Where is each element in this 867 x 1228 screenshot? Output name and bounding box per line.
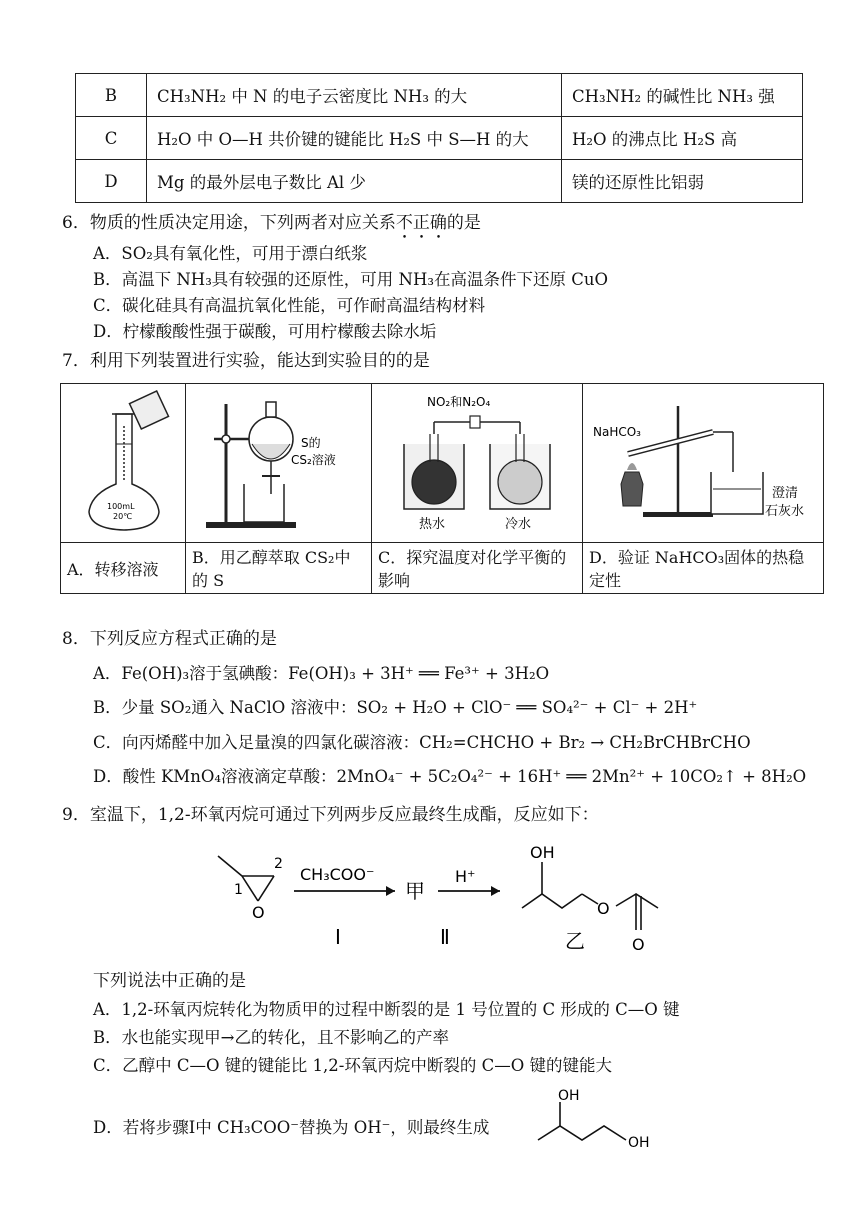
q8-option-c: C．向丙烯醛中加入足量溴的四氯化碳溶液：CH₂=CHCHO + Br₂ → CH₂BrCHBrCHO — [93, 733, 751, 752]
epoxide-o-label: O — [252, 903, 265, 922]
stem-text: 的是 — [446, 213, 481, 233]
table-row — [76, 117, 803, 160]
question-8-stem: 8．下列反应方程式正确的是 — [62, 629, 277, 649]
q9-option-a: A．1,2-环氧丙烷转化为物质甲的过程中断裂的是 1 号位置的 C 形成的 C—O 键 — [93, 1000, 680, 1019]
q9-option-d: D．若将步骤Ⅰ中 CH₃COO⁻替换为 OH⁻，则最终生成 — [93, 1118, 490, 1137]
q8-option-d: D．酸性 KMnO₄溶液滴定草酸：2MnO₄⁻ + 5C₂O₄²⁻ + 16H⁺ ══ 2Mn²⁺ + 10CO₂↑ + 8H₂O — [93, 767, 807, 786]
thermal-stability-figure — [583, 384, 823, 538]
cs2-solution-label: CS₂溶液 — [291, 453, 336, 467]
separatory-funnel-figure — [186, 384, 371, 538]
diol-oh-top: OH — [558, 1088, 580, 1104]
ester-o-label: O — [597, 899, 610, 918]
product-oh-label: OH — [530, 843, 555, 862]
row-key: C — [76, 117, 147, 160]
apparatus-d-cell — [583, 384, 824, 543]
q8-option-a: A．Fe(OH)₃溶于氢碘酸：Fe(OH)₃ + 3H⁺ ══ Fe³⁺ + 3H₂O — [93, 664, 550, 683]
carbonyl-o-label: O — [632, 935, 645, 954]
intermediate-jia: 甲 — [405, 879, 425, 903]
apparatus-c-cell — [372, 384, 583, 543]
question-7-stem: 7．利用下列装置进行实验，能达到实验目的的是 — [62, 351, 430, 371]
reagent-acetate: CH₃COO⁻ — [300, 865, 375, 884]
comparison-table — [75, 73, 803, 203]
cold-water-label: 冷水 — [505, 517, 532, 532]
row-statement: Mg 的最外层电子数比 Al 少 — [147, 160, 562, 203]
row-statement: H₂O 中 O—H 共价键的键能比 H₂S 中 S—H 的大 — [147, 117, 562, 160]
row-key: D — [76, 160, 147, 203]
q8-option-b: B．少量 SO₂通入 NaClO 溶液中：SO₂ + H₂O + ClO⁻ ══ SO₄²⁻ + Cl⁻ + 2H⁺ — [93, 698, 698, 717]
row-key: B — [76, 74, 147, 117]
row-statement: CH₃NH₂ 中 N 的电子云密度比 NH₃ 的大 — [147, 74, 562, 117]
q9-option-c: C．乙醇中 C—O 键的键能比 1,2-环氧丙烷中断裂的 C—O 键的键能大 — [93, 1056, 612, 1075]
row-conclusion: H₂O 的沸点比 H₂S 高 — [562, 117, 803, 160]
nahco3-label: NaHCO₃ — [593, 425, 641, 439]
q9-option-b: B．水也能实现甲→乙的转化，且不影响乙的产率 — [93, 1028, 449, 1047]
temperature-equilibrium-figure — [372, 384, 582, 538]
s-label: S的 — [301, 436, 321, 450]
caption-b: B．用乙醇萃取 CS₂中的 S — [186, 543, 372, 594]
caption-a: A．转移溶液 — [61, 543, 186, 594]
no2-n2o4-label: NO₂和N₂O₄ — [427, 395, 491, 409]
step-2-label: Ⅱ — [440, 925, 450, 949]
product-yi: 乙 — [565, 929, 585, 953]
q6-option-b: B．高温下 NH₃具有较强的还原性，可用 NH₃在高温条件下还原 CuO — [93, 270, 609, 289]
emphasis-text: 不正确 — [395, 213, 447, 233]
q6-option-c: C．碳化硅具有高温抗氧化性能，可作耐高温结构材料 — [93, 296, 486, 315]
reagent-proton: H⁺ — [455, 867, 476, 886]
row-conclusion: CH₃NH₂ 的碱性比 NH₃ 强 — [562, 74, 803, 117]
flask-temp-label: 20℃ — [113, 512, 133, 521]
carbon-1-label: 1 — [234, 882, 243, 898]
limewater-label-2: 石灰水 — [765, 504, 805, 519]
step-1-label: Ⅰ — [335, 925, 341, 949]
question-9-sub-stem: 下列说法中正确的是 — [93, 971, 246, 991]
table-row — [76, 74, 803, 117]
reaction-scheme — [200, 836, 700, 966]
apparatus-table — [60, 383, 824, 594]
volumetric-flask-figure — [61, 384, 185, 538]
table-row — [76, 160, 803, 203]
limewater-label-1: 澄清 — [772, 486, 799, 501]
row-conclusion: 镁的还原性比铝弱 — [562, 160, 803, 203]
q6-option-a: A．SO₂具有氧化性，可用于漂白纸浆 — [93, 244, 368, 263]
hot-water-label: 热水 — [419, 517, 446, 532]
caption-d: D．验证 NaHCO₃固体的热稳定性 — [583, 543, 824, 594]
diol-oh-end: OH — [628, 1135, 650, 1151]
carbon-2-label: 2 — [274, 856, 283, 872]
stem-text: 6．物质的性质决定用途，下列两者对应关系 — [62, 213, 396, 233]
apparatus-b-cell — [186, 384, 372, 543]
question-6-stem — [62, 208, 481, 243]
apparatus-a-cell — [61, 384, 186, 543]
caption-c: C．探究温度对化学平衡的影响 — [372, 543, 583, 594]
question-9-stem: 9．室温下，1,2-环氧丙烷可通过下列两步反应最终生成酯，反应如下： — [62, 805, 599, 825]
flask-volume-label: 100mL — [107, 502, 135, 511]
q6-option-d: D．柠檬酸酸性强于碳酸，可用柠檬酸去除水垢 — [93, 322, 437, 341]
diol-structure — [530, 1082, 680, 1162]
